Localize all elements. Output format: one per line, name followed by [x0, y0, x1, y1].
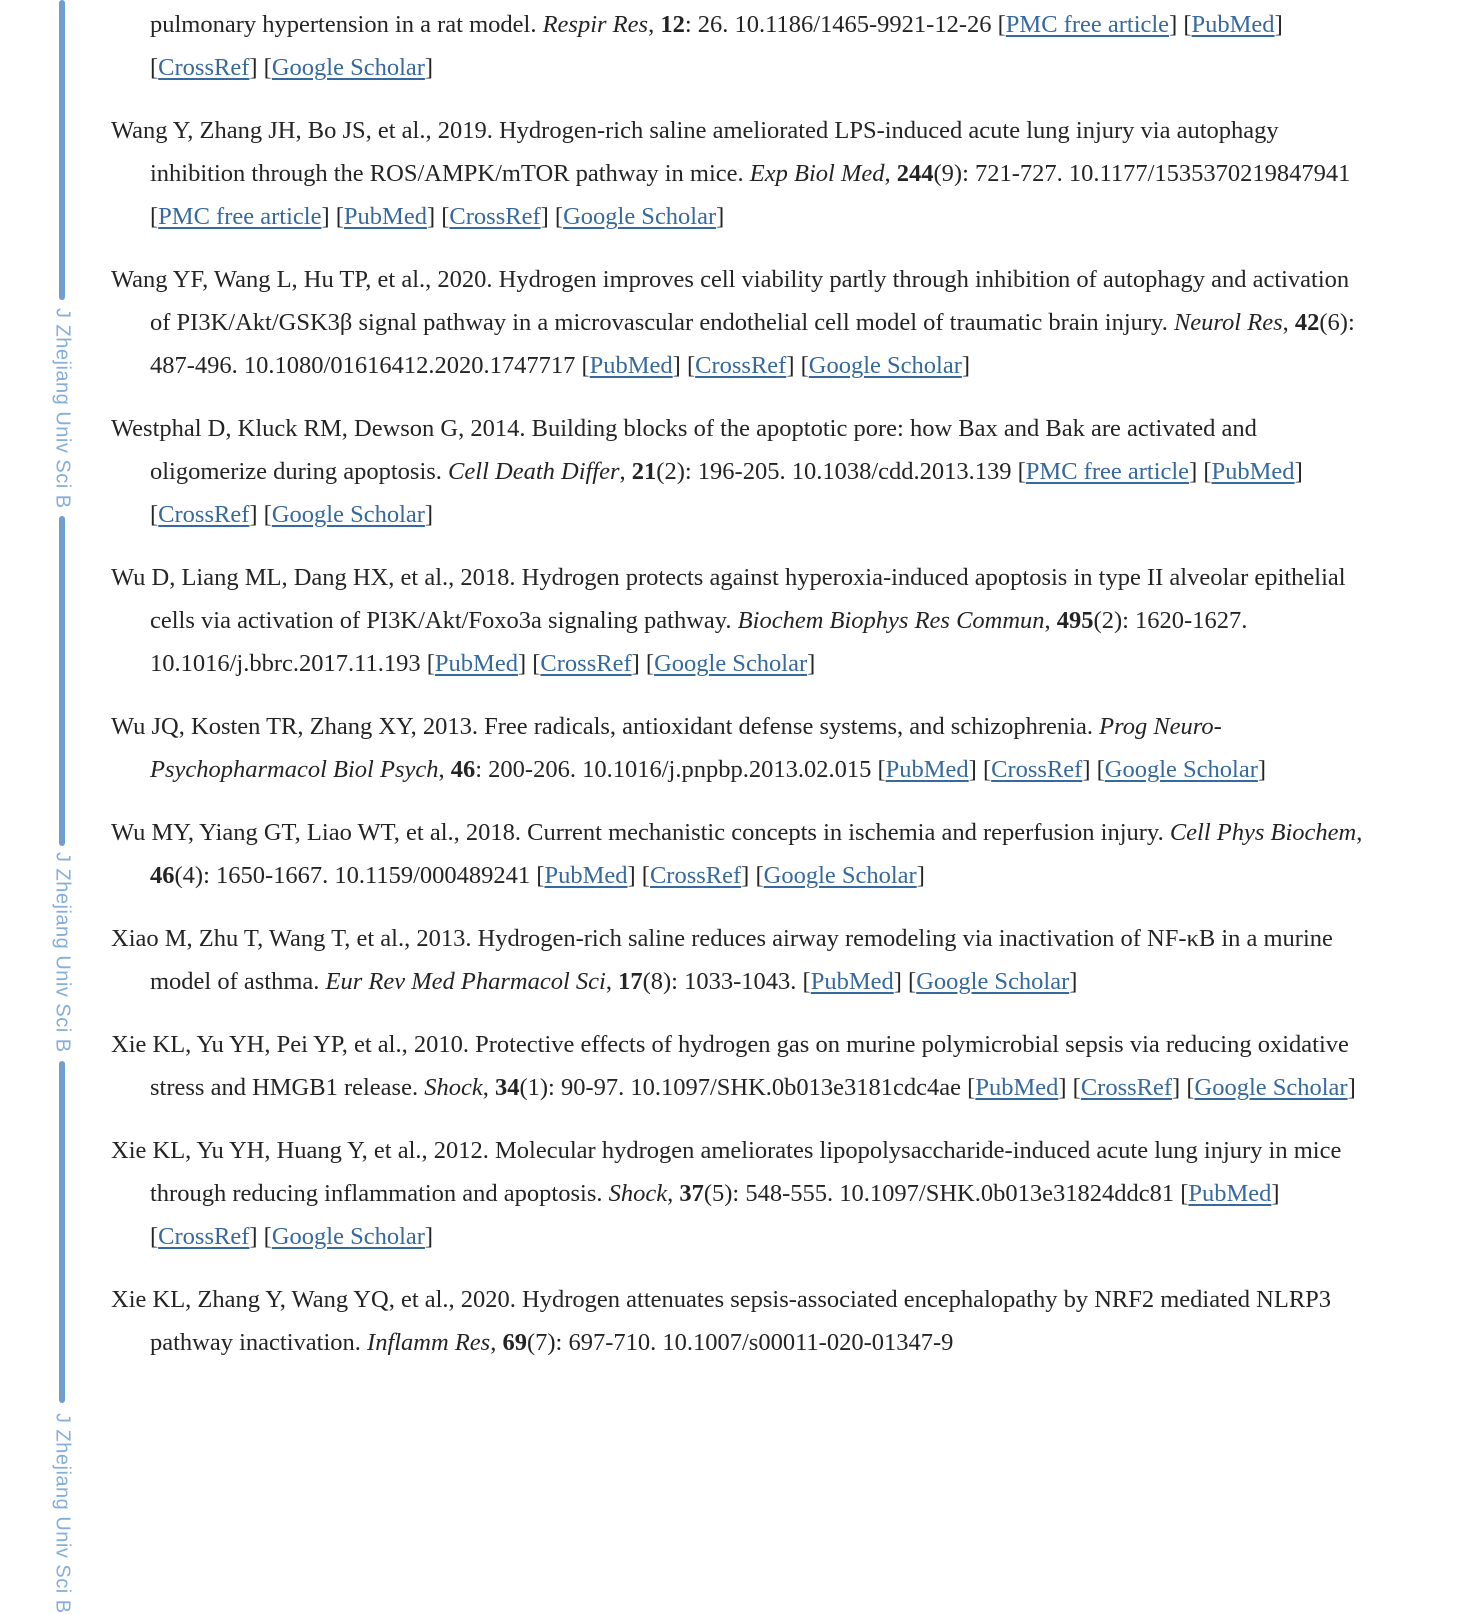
- reference-text-segment: : 26. 10.1186/1465-9921-12-26 [: [684, 11, 1006, 38]
- reference-text-segment: ] [: [786, 352, 809, 379]
- reference-text-segment: (1): 90-97. 10.1097/SHK.0b013e3181cdc4ae [: [519, 1074, 976, 1101]
- reference-text-segment: 17: [618, 968, 643, 995]
- reference-text-segment: ] [: [1189, 458, 1212, 485]
- reference-text-segment: Eur Rev Med Pharmacol Sci: [325, 968, 606, 995]
- reference-text-segment: Westphal D, Kluck RM, Dewson G, 2014. Building blocks of the apoptotic pore: how Bax and Bak are activated and oligomerize during apoptosis.: [111, 415, 1257, 485]
- citation-link-pubmed[interactable]: PubMed: [544, 862, 628, 889]
- reference-text-segment: Xiao M, Zhu T, Wang T, et al., 2013. Hydrogen-rich saline reduces airway remodeling via inactivation of NF-κB in a murine model of asthma.: [111, 925, 1333, 995]
- reference-text-segment: ] [: [249, 1223, 272, 1250]
- reference-text-segment: ]: [1347, 1074, 1356, 1101]
- citation-link-google-scholar[interactable]: Google Scholar: [808, 352, 962, 379]
- citation-link-google-scholar[interactable]: Google Scholar: [1194, 1074, 1348, 1101]
- reference-text-segment: ,: [667, 1180, 680, 1207]
- reference-text-segment: 21: [631, 458, 657, 485]
- reference-text-segment: Xie KL, Zhang Y, Wang YQ, et al., 2020. Hydrogen attenuates sepsis-associated encephalopathy by NRF2 mediated NLRP3 pathway inactivation.: [111, 1286, 1332, 1356]
- reference-text-segment: ] [: [893, 968, 917, 995]
- citation-link-crossref[interactable]: CrossRef: [1080, 1074, 1173, 1101]
- reference-item: [111, 917, 1373, 1003]
- citation-link-crossref[interactable]: CrossRef: [449, 203, 541, 230]
- citation-link-google-scholar[interactable]: Google Scholar: [763, 862, 917, 889]
- citation-link-pubmed[interactable]: PubMed: [589, 352, 673, 379]
- reference-text-segment: ] [: [672, 352, 696, 379]
- citation-link-pubmed[interactable]: PubMed: [885, 756, 969, 783]
- reference-text-segment: 46: [450, 756, 476, 783]
- reference-text-segment: ]: [807, 650, 816, 677]
- reference-text-segment: 46: [150, 862, 175, 889]
- reference-item: [111, 705, 1373, 791]
- reference-text-segment: ]: [424, 1223, 434, 1250]
- citation-link-google-scholar[interactable]: Google Scholar: [916, 968, 1070, 995]
- reference-text-segment: Cell Death Differ: [448, 458, 620, 485]
- reference-text-segment: pulmonary hypertension in a rat model.: [150, 11, 543, 38]
- citation-link-google-scholar[interactable]: Google Scholar: [563, 203, 717, 230]
- reference-item: [111, 1129, 1373, 1258]
- reference-text-segment: ] [: [1082, 756, 1105, 783]
- reference-text-segment: Cell Phys Biochem: [1169, 819, 1357, 846]
- reference-item: [111, 109, 1373, 238]
- citation-link-google-scholar[interactable]: Google Scholar: [271, 54, 425, 81]
- reference-text-segment: ]: [424, 501, 434, 528]
- citation-link-crossref[interactable]: CrossRef: [158, 54, 250, 81]
- reference-text-segment: (6): 487-496. 10.1080/01616412.2020.1747717 [: [150, 309, 1355, 379]
- reference-text-segment: ,: [884, 160, 897, 187]
- reference-text-segment: ,: [438, 756, 451, 783]
- reference-text-segment: ] [: [627, 862, 650, 889]
- reference-item: [111, 1023, 1373, 1109]
- reference-text-segment: Wang YF, Wang L, Hu TP, et al., 2020. Hydrogen improves cell viability partly through inhibition of autophagy and activation of PI3K/Akt/GSK3β signal pathway in a microvascular endothelial cell model of traumatic brain injury.: [111, 266, 1350, 336]
- citation-link-pubmed[interactable]: PubMed: [1211, 458, 1295, 485]
- reference-text-segment: ,: [1282, 309, 1295, 336]
- reference-text-segment: ]: [1069, 968, 1078, 995]
- journal-banner-line: [59, 0, 65, 300]
- journal-banner-label: J Zhejiang Univ Sci B: [51, 852, 74, 1053]
- reference-text-segment: (4): 1650-1667. 10.1159/000489241 [: [174, 862, 545, 889]
- reference-text-segment: 42: [1294, 309, 1320, 336]
- reference-text-segment: (7): 697-710. 10.1007/s00011-020-01347-9: [526, 1329, 954, 1356]
- reference-text-segment: ]: [716, 203, 725, 230]
- citation-link-pubmed[interactable]: PubMed: [434, 650, 518, 677]
- reference-text-segment: ,: [1044, 607, 1057, 634]
- reference-text-segment: 69: [502, 1329, 527, 1356]
- reference-text-segment: (5): 548-555. 10.1097/SHK.0b013e31824ddc81 [: [703, 1180, 1189, 1207]
- reference-text-segment: Prog Neuro-Psychopharmacol Biol Psych: [150, 713, 1222, 783]
- reference-item: [111, 407, 1373, 536]
- citation-link-crossref[interactable]: CrossRef: [158, 501, 250, 528]
- reference-text-segment: Neurol Res: [1173, 309, 1283, 336]
- reference-text-segment: ] [: [741, 862, 764, 889]
- reference-text-segment: ] [: [540, 203, 564, 230]
- reference-text-segment: Wu JQ, Kosten TR, Zhang XY, 2013. Free radicals, antioxidant defense systems, and schizophrenia.: [111, 713, 1100, 740]
- reference-text-segment: 12: [660, 11, 685, 38]
- reference-text-segment: Respir Res: [542, 11, 649, 38]
- reference-text-segment: ,: [490, 1329, 503, 1356]
- reference-text-segment: ,: [648, 11, 661, 38]
- reference-text-segment: (2): 1620-1627. 10.1016/j.bbrc.2017.11.193 [: [150, 607, 1248, 677]
- reference-text-segment: ] [: [1169, 11, 1192, 38]
- citation-link-google-scholar[interactable]: Google Scholar: [654, 650, 808, 677]
- reference-item: [111, 3, 1373, 89]
- reference-text-segment: Shock: [608, 1180, 668, 1207]
- journal-banner-line: [59, 516, 65, 846]
- reference-text-segment: ] [: [1172, 1074, 1195, 1101]
- reference-item: [111, 258, 1373, 387]
- reference-text-segment: : 200-206. 10.1016/j.pnpbp.2013.02.015 [: [475, 756, 886, 783]
- reference-text-segment: ,: [1356, 819, 1363, 846]
- citation-link-crossref[interactable]: CrossRef: [649, 862, 742, 889]
- reference-text-segment: ]: [424, 54, 434, 81]
- reference-item: [111, 1278, 1373, 1364]
- reference-text-segment: ] [: [631, 650, 655, 677]
- reference-text-segment: ] [: [1058, 1074, 1081, 1101]
- reference-text-segment: (2): 196-205. 10.1038/cdd.2013.139 [: [656, 458, 1026, 485]
- reference-text-segment: 34: [494, 1074, 520, 1101]
- journal-sidebar: [0, 0, 100, 1614]
- journal-banner-label: J Zhejiang Univ Sci B: [51, 1413, 74, 1614]
- reference-text-segment: ] [: [150, 1180, 1280, 1250]
- reference-text-segment: 244: [896, 160, 934, 187]
- reference-text-segment: Shock: [424, 1074, 483, 1101]
- reference-text-segment: ] [: [321, 203, 344, 230]
- citation-link-pubmed[interactable]: PubMed: [1188, 1180, 1272, 1207]
- reference-item: [111, 556, 1373, 685]
- reference-text-segment: 37: [679, 1180, 704, 1207]
- reference-text-segment: ] [: [150, 458, 1303, 528]
- reference-text-segment: Biochem Biophys Res Commun: [737, 607, 1045, 634]
- reference-text-segment: ] [: [426, 203, 450, 230]
- citation-link-crossref[interactable]: CrossRef: [991, 756, 1083, 783]
- citation-link-pubmed[interactable]: PubMed: [1191, 11, 1275, 38]
- reference-text-segment: Inflamm Res: [367, 1329, 491, 1356]
- reference-text-segment: Wu MY, Yiang GT, Liao WT, et al., 2018. Current mechanistic concepts in ischemia and reperfusion injury.: [111, 819, 1170, 846]
- reference-text-segment: (9): 721-727. 10.1177/1535370219847941 [: [150, 160, 1351, 230]
- citation-link-google-scholar[interactable]: Google Scholar: [271, 1223, 425, 1250]
- reference-text-segment: ]: [961, 352, 971, 379]
- citation-link-google-scholar[interactable]: Google Scholar: [1104, 756, 1258, 783]
- reference-text-segment: ,: [605, 968, 619, 995]
- citation-link-pubmed[interactable]: PubMed: [343, 203, 427, 230]
- reference-text-segment: (8): 1033-1043. [: [642, 968, 811, 995]
- references-list: [111, 3, 1373, 1384]
- reference-text-segment: Wu D, Liang ML, Dang HX, et al., 2018. Hydrogen protects against hyperoxia-induced apoptosis in type II alveolar epithelial cells via activation of PI3K/Akt/Foxo3a signaling pathway.: [111, 564, 1346, 634]
- citation-link-pubmed[interactable]: PubMed: [810, 968, 894, 995]
- journal-banner-label: J Zhejiang Univ Sci B: [51, 308, 74, 509]
- reference-text-segment: Wang Y, Zhang JH, Bo JS, et al., 2019. Hydrogen-rich saline ameliorated LPS-induced acute lung injury via autophagy inhibition through the ROS/AMPK/mTOR pathway in mice.: [111, 117, 1279, 187]
- citation-link-crossref[interactable]: CrossRef: [158, 1223, 250, 1250]
- reference-text-segment: ] [: [150, 11, 1283, 81]
- citation-link-crossref[interactable]: CrossRef: [540, 650, 632, 677]
- citation-link-pmc-free-article[interactable]: PMC free article: [1025, 458, 1190, 485]
- reference-text-segment: 495: [1056, 607, 1094, 634]
- citation-link-crossref[interactable]: CrossRef: [695, 352, 787, 379]
- citation-link-pmc-free-article[interactable]: PMC free article: [158, 203, 322, 230]
- citation-link-pubmed[interactable]: PubMed: [975, 1074, 1059, 1101]
- reference-text-segment: ]: [916, 862, 925, 889]
- journal-banner-line: [59, 1061, 65, 1403]
- reference-text-segment: ] [: [968, 756, 992, 783]
- reference-text-segment: Exp Biol Med: [749, 160, 885, 187]
- reference-text-segment: ]: [1257, 756, 1267, 783]
- reference-item: [111, 811, 1373, 897]
- reference-text-segment: ,: [482, 1074, 495, 1101]
- citation-link-pmc-free-article[interactable]: PMC free article: [1005, 11, 1170, 38]
- reference-text-segment: Xie KL, Yu YH, Pei YP, et al., 2010. Protective effects of hydrogen gas on murine polymicrobial sepsis via reducing oxidative stress and HMGB1 release.: [111, 1031, 1349, 1101]
- reference-text-segment: ] [: [249, 54, 272, 81]
- reference-text-segment: Xie KL, Yu YH, Huang Y, et al., 2012. Molecular hydrogen ameliorates lipopolysaccharide-induced acute lung injury in mice through reducing inflammation and apoptosis.: [111, 1137, 1342, 1207]
- reference-text-segment: ,: [619, 458, 632, 485]
- reference-text-segment: ] [: [249, 501, 272, 528]
- reference-text-segment: ] [: [517, 650, 541, 677]
- citation-link-google-scholar[interactable]: Google Scholar: [271, 501, 425, 528]
